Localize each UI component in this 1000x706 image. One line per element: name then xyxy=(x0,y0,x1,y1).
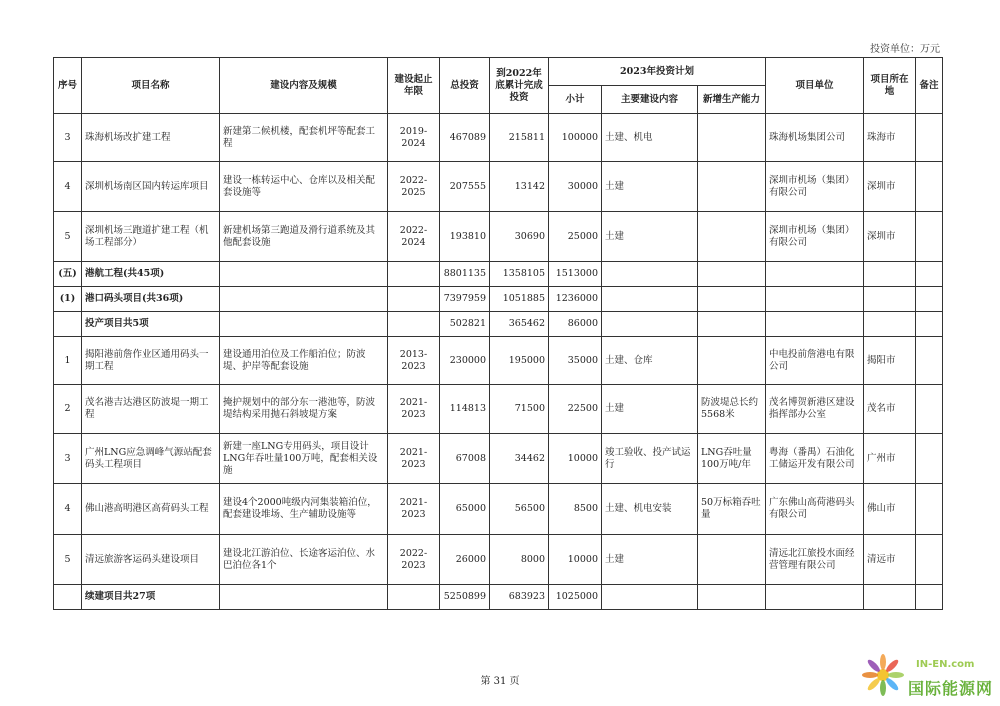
cell-name: 茂名港吉达港区防波堤一期工程 xyxy=(82,385,220,434)
cell-subtotal: 10000 xyxy=(549,434,602,484)
cell-period: 2013-2023 xyxy=(388,337,440,385)
cell-period: 2022-2024 xyxy=(388,212,440,262)
cell-content: 建设通用泊位及工作船泊位；防波堤、护岸等配套设施 xyxy=(220,337,388,385)
cell-name: 投产项目共5项 xyxy=(82,312,220,337)
cell-name: 港航工程(共45项) xyxy=(82,262,220,287)
header-completed: 到2022年底累计完成投资 xyxy=(490,58,549,114)
cell-owner: 清远北江旅投水面经营管理有限公司 xyxy=(766,535,864,585)
watermark-en: IN-EN.com xyxy=(916,659,975,670)
cell-completed: 34462 xyxy=(490,434,549,484)
cell-owner: 茂名博贺新港区建设指挥部办公室 xyxy=(766,385,864,434)
cell-period xyxy=(388,262,440,287)
cell-location: 珠海市 xyxy=(864,114,916,162)
cell-capacity xyxy=(698,212,766,262)
cell-name: 续建项目共27项 xyxy=(82,585,220,610)
cell-subtotal: 35000 xyxy=(549,337,602,385)
section-row-port xyxy=(54,287,943,312)
cell-subtotal: 30000 xyxy=(549,162,602,212)
cell-period xyxy=(388,585,440,610)
header-name: 项目名称 xyxy=(82,58,220,114)
cell-location: 深圳市 xyxy=(864,212,916,262)
cell-seq: 5 xyxy=(54,535,82,585)
page-number: 第 31 页 xyxy=(480,676,520,687)
cell-location: 佛山市 xyxy=(864,484,916,535)
cell-period: 2019-2024 xyxy=(388,114,440,162)
cell-content: 新建机场第三跑道及滑行道系统及其他配套设施 xyxy=(220,212,388,262)
cell-subtotal: 1025000 xyxy=(549,585,602,610)
cell-owner: 深圳市机场（集团）有限公司 xyxy=(766,162,864,212)
cell-name: 广州LNG应急调峰气源站配套码头工程项目 xyxy=(82,434,220,484)
cell-name: 深圳机场三跑道扩建工程（机场工程部分） xyxy=(82,212,220,262)
cell-total: 193810 xyxy=(440,212,490,262)
cell-total: 467089 xyxy=(440,114,490,162)
table-row xyxy=(54,434,943,484)
cell-seq: 3 xyxy=(54,114,82,162)
cell-remark xyxy=(916,337,943,385)
cell-subtotal: 22500 xyxy=(549,385,602,434)
cell-main: 土建 xyxy=(602,212,698,262)
cell-name: 深圳机场南区国内转运库项目 xyxy=(82,162,220,212)
cell-main: 土建、仓库 xyxy=(602,337,698,385)
cell-completed: 195000 xyxy=(490,337,549,385)
cell-period: 2022-2023 xyxy=(388,535,440,585)
cell-location xyxy=(864,312,916,337)
cell-owner: 中电投前詹港电有限公司 xyxy=(766,337,864,385)
cell-seq: 4 xyxy=(54,162,82,212)
watermark-logo xyxy=(858,650,998,702)
subsection-row-continued xyxy=(54,585,943,610)
cell-subtotal: 100000 xyxy=(549,114,602,162)
subsection-row-commissioned xyxy=(54,312,943,337)
cell-seq: (1) xyxy=(54,287,82,312)
cell-remark xyxy=(916,585,943,610)
cell-capacity xyxy=(698,287,766,312)
cell-owner xyxy=(766,312,864,337)
cell-content: 建设一栋转运中心、仓库以及相关配套设施等 xyxy=(220,162,388,212)
cell-completed: 365462 xyxy=(490,312,549,337)
header-owner: 项目单位 xyxy=(766,58,864,114)
cell-name: 揭阳港前詹作业区通用码头一期工程 xyxy=(82,337,220,385)
cell-location xyxy=(864,262,916,287)
header-new-capacity: 新增生产能力 xyxy=(698,86,766,114)
cell-main: 土建 xyxy=(602,535,698,585)
cell-remark xyxy=(916,212,943,262)
cell-completed: 1051885 xyxy=(490,287,549,312)
cell-capacity xyxy=(698,337,766,385)
cell-capacity: 50万标箱吞吐量 xyxy=(698,484,766,535)
cell-main: 土建、机电安装 xyxy=(602,484,698,535)
header-remark: 备注 xyxy=(916,58,943,114)
header-plan-2023: 2023年投资计划 xyxy=(549,58,766,86)
cell-total: 5250899 xyxy=(440,585,490,610)
cell-content xyxy=(220,585,388,610)
cell-content: 建设北江游泊位、长途客运泊位、水巴泊位各1个 xyxy=(220,535,388,585)
table-row xyxy=(54,337,943,385)
cell-name: 港口码头项目(共36项) xyxy=(82,287,220,312)
cell-location xyxy=(864,585,916,610)
cell-period: 2021-2023 xyxy=(388,484,440,535)
header-total: 总投资 xyxy=(440,58,490,114)
cell-main: 土建 xyxy=(602,162,698,212)
cell-capacity xyxy=(698,262,766,287)
table-row xyxy=(54,535,943,585)
header-main-content: 主要建设内容 xyxy=(602,86,698,114)
table-row xyxy=(54,484,943,535)
cell-total: 114813 xyxy=(440,385,490,434)
cell-completed: 30690 xyxy=(490,212,549,262)
cell-capacity: LNG吞吐量100万吨/年 xyxy=(698,434,766,484)
cell-capacity xyxy=(698,585,766,610)
cell-completed: 1358105 xyxy=(490,262,549,287)
investment-table xyxy=(53,57,943,610)
cell-completed: 8000 xyxy=(490,535,549,585)
cell-seq: 2 xyxy=(54,385,82,434)
cell-content xyxy=(220,287,388,312)
cell-completed: 71500 xyxy=(490,385,549,434)
cell-completed: 215811 xyxy=(490,114,549,162)
cell-main: 土建、机电 xyxy=(602,114,698,162)
header-seq: 序号 xyxy=(54,58,82,114)
cell-location xyxy=(864,287,916,312)
cell-location: 清远市 xyxy=(864,535,916,585)
cell-content xyxy=(220,262,388,287)
cell-total: 67008 xyxy=(440,434,490,484)
cell-remark xyxy=(916,385,943,434)
cell-capacity xyxy=(698,312,766,337)
cell-name: 清远旅游客运码头建设项目 xyxy=(82,535,220,585)
cell-seq xyxy=(54,585,82,610)
cell-seq: 3 xyxy=(54,434,82,484)
header-subtotal: 小计 xyxy=(549,86,602,114)
cell-remark xyxy=(916,262,943,287)
cell-remark xyxy=(916,434,943,484)
cell-remark xyxy=(916,535,943,585)
cell-seq xyxy=(54,312,82,337)
cell-location: 茂名市 xyxy=(864,385,916,434)
cell-name: 佛山港高明港区高荷码头工程 xyxy=(82,484,220,535)
cell-period xyxy=(388,312,440,337)
cell-subtotal: 25000 xyxy=(549,212,602,262)
cell-remark xyxy=(916,312,943,337)
cell-owner: 广东佛山高荷港码头有限公司 xyxy=(766,484,864,535)
cell-remark xyxy=(916,162,943,212)
cell-total: 65000 xyxy=(440,484,490,535)
cell-owner xyxy=(766,585,864,610)
cell-location: 广州市 xyxy=(864,434,916,484)
cell-total: 26000 xyxy=(440,535,490,585)
cell-main xyxy=(602,585,698,610)
cell-capacity xyxy=(698,162,766,212)
cell-completed: 56500 xyxy=(490,484,549,535)
cell-main xyxy=(602,262,698,287)
cell-location: 深圳市 xyxy=(864,162,916,212)
cell-period xyxy=(388,287,440,312)
cell-subtotal: 10000 xyxy=(549,535,602,585)
cell-capacity xyxy=(698,114,766,162)
cell-owner: 珠海机场集团公司 xyxy=(766,114,864,162)
cell-content: 建设4个2000吨级内河集装箱泊位，配套建设堆场、生产辅助设施等 xyxy=(220,484,388,535)
header-content: 建设内容及规模 xyxy=(220,58,388,114)
cell-capacity xyxy=(698,535,766,585)
cell-name: 珠海机场改扩建工程 xyxy=(82,114,220,162)
table-row xyxy=(54,212,943,262)
sun-flower-icon xyxy=(858,650,908,700)
cell-owner xyxy=(766,287,864,312)
cell-main xyxy=(602,312,698,337)
watermark-cn: 国际能源网 xyxy=(908,679,994,698)
cell-owner xyxy=(766,262,864,287)
cell-location: 揭阳市 xyxy=(864,337,916,385)
cell-total: 207555 xyxy=(440,162,490,212)
cell-main: 竣工验收、投产试运行 xyxy=(602,434,698,484)
header-period: 建设起止年限 xyxy=(388,58,440,114)
cell-main xyxy=(602,287,698,312)
cell-remark xyxy=(916,287,943,312)
cell-completed: 683923 xyxy=(490,585,549,610)
table-row xyxy=(54,114,943,162)
cell-total: 230000 xyxy=(440,337,490,385)
cell-seq: 4 xyxy=(54,484,82,535)
cell-seq: (五) xyxy=(54,262,82,287)
cell-owner: 粤海（番禺）石油化工储运开发有限公司 xyxy=(766,434,864,484)
header-location: 项目所在地 xyxy=(864,58,916,114)
cell-remark xyxy=(916,484,943,535)
cell-period: 2021-2023 xyxy=(388,385,440,434)
cell-remark xyxy=(916,114,943,162)
section-row-harbor xyxy=(54,262,943,287)
cell-completed: 13142 xyxy=(490,162,549,212)
cell-content: 新建第二候机楼，配套机坪等配套工程 xyxy=(220,114,388,162)
cell-total: 502821 xyxy=(440,312,490,337)
cell-total: 8801135 xyxy=(440,262,490,287)
unit-note: 投资单位：万元 xyxy=(870,44,940,55)
cell-content xyxy=(220,312,388,337)
cell-seq: 5 xyxy=(54,212,82,262)
cell-period: 2022-2025 xyxy=(388,162,440,212)
table-row xyxy=(54,162,943,212)
cell-seq: 1 xyxy=(54,337,82,385)
cell-content: 掩护规划中的部分东一港池等，防波堤结构采用抛石斜坡堤方案 xyxy=(220,385,388,434)
cell-subtotal: 1236000 xyxy=(549,287,602,312)
cell-period: 2021-2023 xyxy=(388,434,440,484)
table-row xyxy=(54,385,943,434)
cell-capacity: 防波堤总长约5568米 xyxy=(698,385,766,434)
cell-subtotal: 86000 xyxy=(549,312,602,337)
cell-main: 土建 xyxy=(602,385,698,434)
cell-subtotal: 8500 xyxy=(549,484,602,535)
cell-subtotal: 1513000 xyxy=(549,262,602,287)
cell-total: 7397959 xyxy=(440,287,490,312)
cell-content: 新建一座LNG专用码头，项目设计LNG年吞吐量100万吨，配套相关设施 xyxy=(220,434,388,484)
cell-owner: 深圳市机场（集团）有限公司 xyxy=(766,212,864,262)
